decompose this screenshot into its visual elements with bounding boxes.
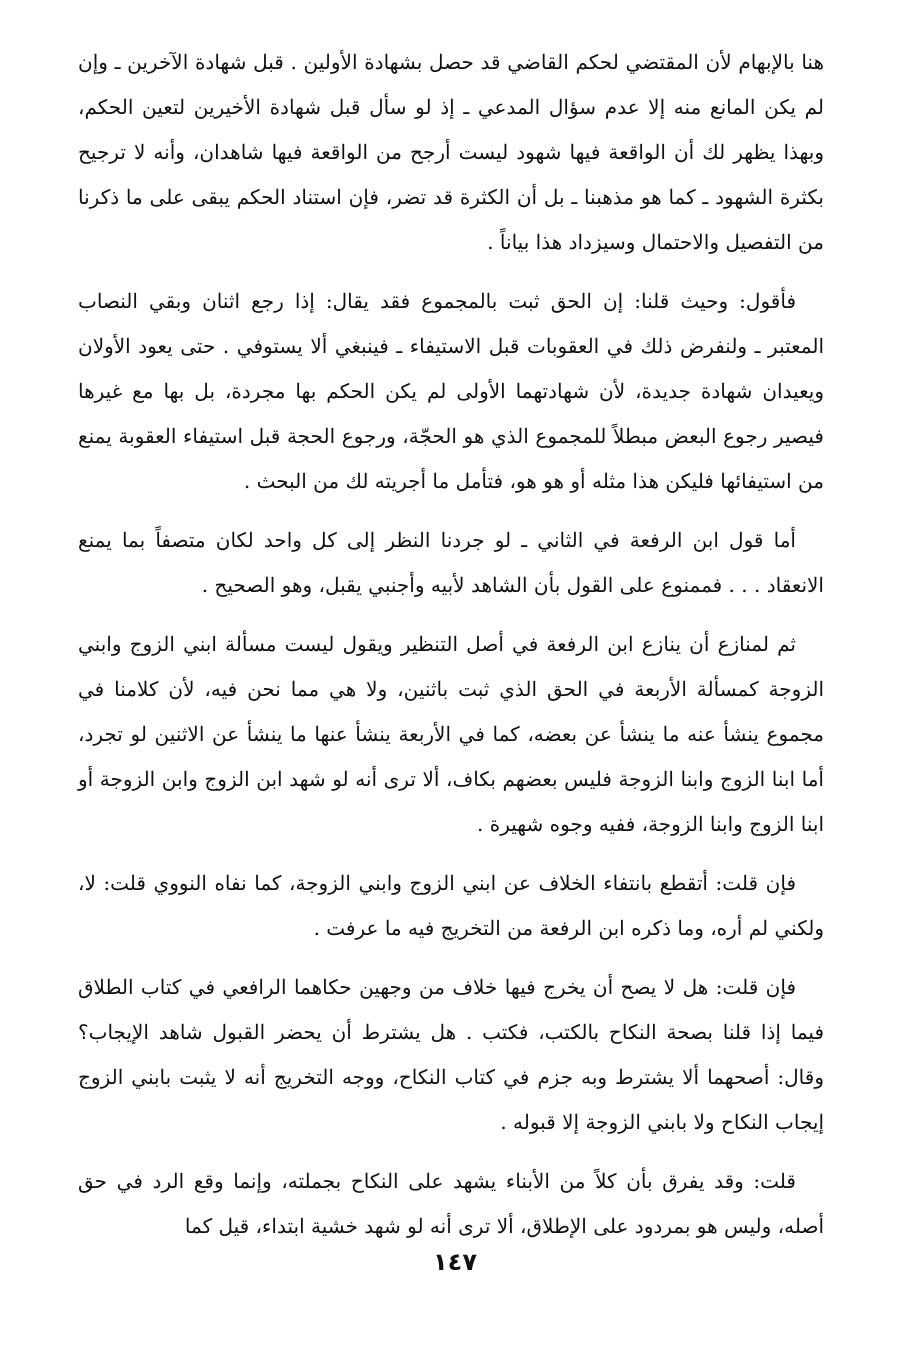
paragraph-1: هنا بالإبهام لأن المقتضي لحكم القاضي قد حصل بشهادة الأولين . قبل شهادة الآخرين ـ وإن لم يكن المانع منه إلا عدم سؤال المدعي ـ إذ لو سأل قبل شهادة الأخيرين لتعين الحكم، وبهذا يظهر لك أن الواقعة فيها شهود ليست أرجح من الواقعة فيها شاهدان، وأنه لا ترجيح بكثرة الشهود ـ كما هو مذهبنا ـ بل أن الكثرة قد تضر، فإن استناد الحكم يبقى على ما ذكرنا من التفصيل والاحتمال وسيزداد هذا بياناً .	[78, 50, 825, 254]
paragraph-3: أما قول ابن الرفعة في الثاني ـ لو جردنا النظر إلى كل واحد لكان متصفاً بما يمنع الانعقاد . . . فممنوع على القول بأن الشاهد لأبيه وأجنبي يقبل، وهو الصحيح .	[78, 528, 824, 597]
paragraph-4: ثم لمنازع أن ينازع ابن الرفعة في أصل التنظير ويقول ليست مسألة ابني الزوج وابني الزوجة كمسألة الأربعة في الحق الذي ثبت باثنين، ولا هي مما نحن فيه، لأن كلامنا في مجموع ينشأ عنه ما ينشأ عن بعضه، كما في الأربعة ينشأ عنها ما ينشأ عن الاثنين لو تجرد، أما ابنا الزوج وابنا الزوجة فليس بعضهم بكاف، ألا ترى أنه لو شهد ابن الزوج وابن الزوجة أو ابنا الزوج وابنا الزوجة، ففيه وجوه شهيرة .	[78, 632, 825, 836]
paragraph-7: قلت: وقد يفرق بأن كلاً من الأبناء يشهد على النكاح بجملته، وإنما وقع الرد في حق أصله، وليس هو بمردود على الإطلاق، ألا ترى أنه لو شهد خشية ابتداء، قيل كما	[78, 1169, 824, 1238]
paragraph-2: فأقول: وحيث قلنا: إن الحق ثبت بالمجموع فقد يقال: إذا رجع اثنان وبقي النصاب المعتبر ـ ولنفرض ذلك في العقوبات قبل الاستيفاء ـ فينبغي ألا يستوفي . حتى يعود الأولان ويعيدان شهادة جديدة، لأن شهادتهما الأولى لم يكن الحكم بها مجردة، بل بها مع غيرها فيصير رجوع البعض مبطلاً للمجموع الذي هو الحجّة، ورجوع الحجة قبل استيفاء العقوبة يمنع من استيفائها فليكن هذا مثله أو هو هو، فتأمل ما أجريته لك من البحث .	[78, 289, 824, 493]
paragraph-5: فإن قلت: أتقطع بانتفاء الخلاف عن ابني الزوج وابني الزوجة، كما نفاه النووي قلت: لا، ولكني لم أره، وما ذكره ابن الرفعة من التخريج فيه ما عرفت .	[78, 871, 824, 940]
body-text	[78, 40, 824, 1263]
paragraph-6: فإن قلت: هل لا يصح أن يخرج فيها خلاف من وجهين حكاهما الرافعي في كتاب الطلاق فيما إذا قلنا بصحة النكاح بالكتب، فكتب . هل يشترط أن يحضر القبول شاهد الإيجاب؟ وقال: أصحهما ألا يشترط وبه جزم في كتاب النكاح، ووجه التخريج أنه لا يثبت بابني الزوج إيجاب النكاح ولا بابني الزوجة إلا قبوله .	[78, 975, 824, 1134]
page-number: ١٤٧	[433, 1248, 477, 1276]
